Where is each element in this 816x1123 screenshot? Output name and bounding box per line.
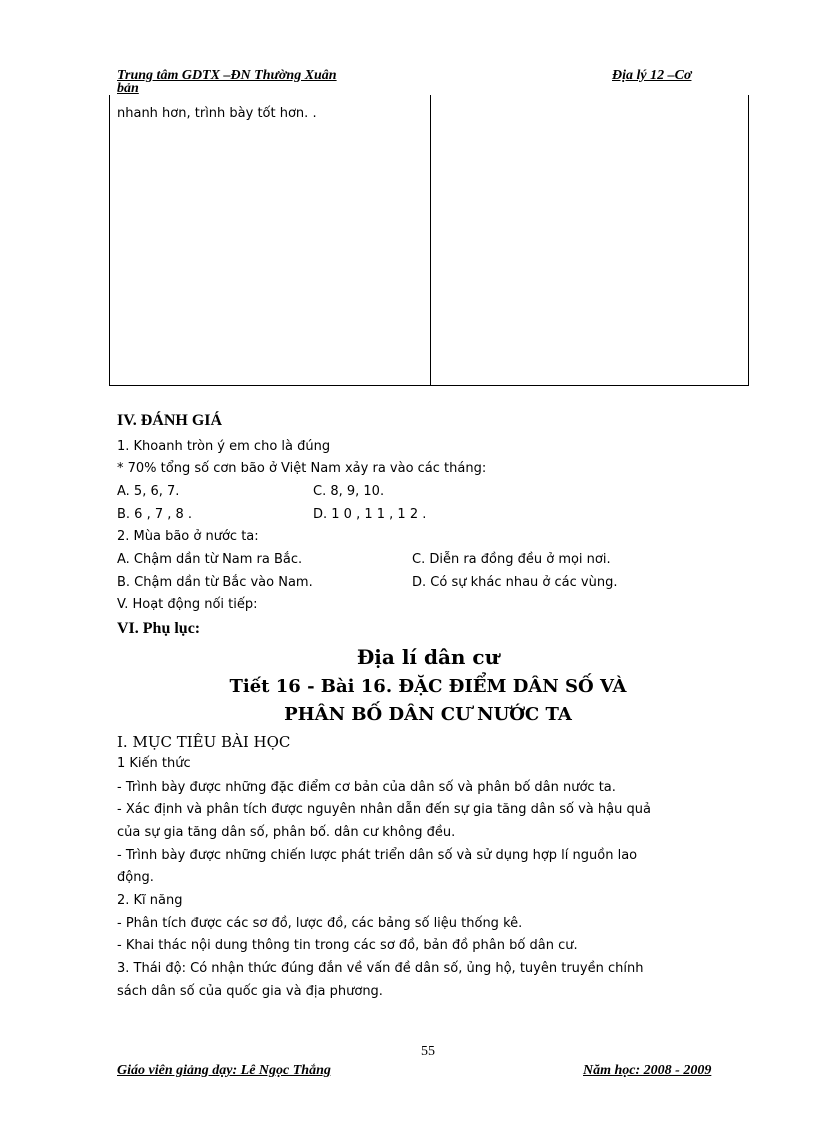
q2-option-c: C. Diễn ra đồng đều ở mọi nơi. [412,552,611,567]
q1-text: * 70% tổng số cơn bão ở Việt Nam xảy ra vào các tháng: [117,461,487,476]
skills-item-2: - Khai thác nội dung thông tin trong các sơ đồ, bản đồ phân bố dân cư. [117,938,578,953]
knowledge-item-2-line2: của sự gia tăng dân số, phân bố. dân cư không đều. [117,825,456,840]
footer-teacher: Giáo viên giảng dạy: Lê Ngọc Thắng [117,1063,331,1078]
q2-option-d: D. Có sự khác nhau ở các vùng. [412,575,618,590]
q1-option-b: B. 6 , 7 , 8 . [117,507,193,522]
followup-heading: V. Hoạt động nối tiếp: [117,597,258,612]
knowledge-item-3-line2: động. [117,870,154,885]
skills-heading: 2. Kĩ năng [117,893,183,908]
objectives-heading: I. MỤC TIÊU BÀI HỌC [117,733,291,751]
q1-option-c: C. 8, 9, 10. [313,484,385,499]
table-left-cell-text: nhanh hơn, trình bày tốt hơn. . [117,106,317,121]
q1-option-a: A. 5, 6, 7. [117,484,180,499]
attitude-line2: sách dân số của quốc gia và địa phương. [117,984,383,999]
header-right: Địa lý 12 –Cơ [612,68,692,83]
section-title: Địa lí dân cư [356,645,500,669]
lesson-title-line2: PHÂN BỐ DÂN CƯ NƯỚC TA [284,704,572,725]
table-column-divider [430,95,431,385]
header-left-line2: bản [117,81,139,96]
q1-instruction: 1. Khoanh tròn ý em cho là đúng [117,439,331,454]
skills-item-1: - Phân tích được các sơ đồ, lược đồ, các bảng số liệu thống kê. [117,916,523,931]
knowledge-item-3-line1: - Trình bày được những chiến lược phát triển dân số và sử dụng hợp lí nguồn lao [117,848,638,863]
q1-option-d: D. 1 0 , 1 1 , 1 2 . [313,507,427,522]
q2-option-a: A. Chậm dần từ Nam ra Bắc. [117,552,303,567]
evaluation-heading: IV. ĐÁNH GIÁ [117,412,223,429]
footer-school-year: Năm học: 2008 - 2009 [583,1063,712,1078]
knowledge-item-1: - Trình bày được những đặc điểm cơ bản của dân số và phân bố dân nước ta. [117,780,616,795]
knowledge-item-2-line1: - Xác định và phân tích được nguyên nhân dẫn đến sự gia tăng dân số và hậu quả [117,802,651,817]
page-number: 55 [421,1044,435,1059]
lesson-title-line1: Tiết 16 - Bài 16. ĐẶC ĐIỂM DÂN SỐ VÀ [229,676,627,697]
activity-table [109,95,749,386]
attitude-line1: 3. Thái độ: Có nhận thức đúng đắn về vấn đề dân số, ủng hộ, tuyên truyền chính [117,961,644,976]
appendix-heading: VI. Phụ lục: [117,620,201,637]
knowledge-heading: 1 Kiến thức [117,756,191,771]
q2-text: 2. Mùa bão ở nước ta: [117,529,259,544]
q2-option-b: B. Chậm dần từ Bắc vào Nam. [117,575,313,590]
header-left-line1: Trung tâm GDTX –ĐN Thường Xuân [117,68,337,83]
